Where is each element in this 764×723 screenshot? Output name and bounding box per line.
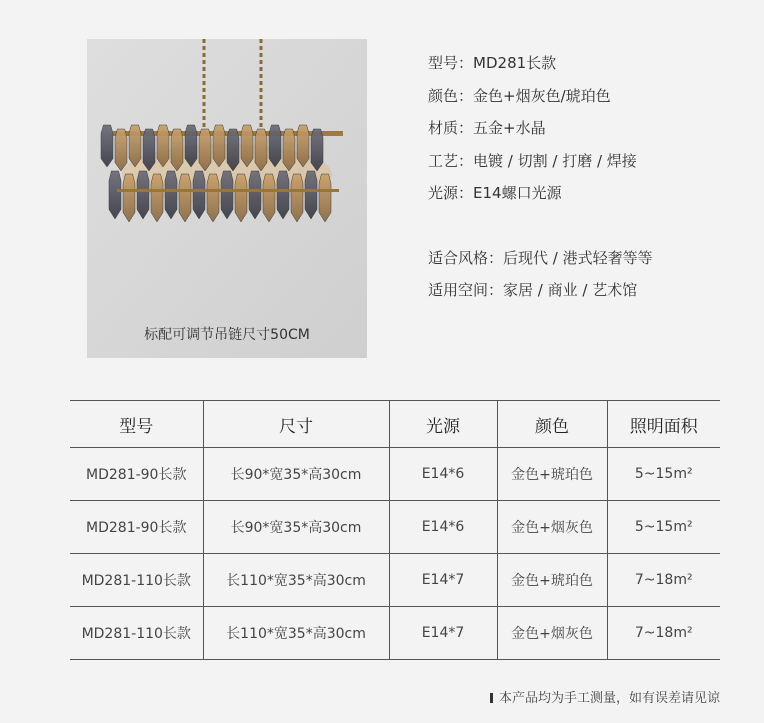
crystal-upper [185,125,197,167]
crystal-upper [227,129,239,171]
measurement-note [490,687,720,706]
cell-color: 金色+烟灰色 [497,607,607,660]
crystal-upper [143,129,155,171]
table-row [70,448,720,501]
crystal-lower [277,171,289,219]
crystal-upper [171,129,183,171]
crystal-lower [207,174,219,222]
crystal-upper [213,125,225,167]
crystal-upper [269,125,281,167]
table-row [70,607,720,660]
crystal-upper [241,125,253,167]
crystal-lower [291,174,303,222]
crystal-upper [129,125,141,167]
crystal-upper [283,129,295,171]
cell-color: 金色+琥珀色 [497,554,607,607]
cell-size: 长90*宽35*高30cm [203,448,389,501]
cell-size: 长90*宽35*高30cm [203,501,389,554]
spec-list [428,52,653,312]
spec-color: 颜色：金色+烟灰色/琥珀色 [428,86,611,105]
crystal-upper [297,125,309,167]
spec-space: 适用空间：家居 / 商业 / 艺术馆 [428,281,638,299]
spec-light-source: 光源：E14螺口光源 [428,184,562,202]
crystal-upper [199,129,211,171]
cell-area: 7~18m² [607,554,720,607]
cell-size: 长110*宽35*高30cm [203,607,389,660]
crystal-lower [235,174,247,222]
cell-model: MD281-90长款 [70,501,203,554]
header-light: 光源 [389,401,497,448]
cell-model: MD281-110长款 [70,554,203,607]
crystal-lower [137,171,149,219]
crystal-lower [151,174,163,222]
header-model: 型号 [70,401,203,448]
cell-area: 7~18m² [607,607,720,660]
size-table [70,400,720,660]
table-row [70,554,720,607]
cell-size: 长110*宽35*高30cm [203,554,389,607]
crystal-upper [101,125,113,167]
cell-model: MD281-90长款 [70,448,203,501]
cell-area: 5~15m² [607,448,720,501]
crystal-upper [115,129,127,171]
crystal-lower [221,171,233,219]
cell-model: MD281-110长款 [70,607,203,660]
crystal-upper [157,125,169,167]
chandelier-illustration [87,39,367,358]
crystal-lower [165,171,177,219]
crystal-upper [311,129,323,171]
crystal-lower [319,174,331,222]
spec-model: 型号：MD281长款 [428,54,557,72]
note-text: 本产品均为手工测量，如有误差请见谅 [498,691,720,706]
cell-color: 金色+琥珀色 [497,448,607,501]
crystal-upper [255,129,267,171]
spec-material: 材质：五金+水晶 [428,119,546,137]
crystal-lower [193,171,205,219]
crystal-lower [179,174,191,222]
cell-color: 金色+烟灰色 [497,501,607,554]
product-photo [87,39,367,358]
header-color: 颜色 [497,401,607,448]
crystal-lower [263,174,275,222]
table-row [70,501,720,554]
cell-light: E14*7 [389,607,497,660]
crystal-lower [123,174,135,222]
cell-light: E14*6 [389,501,497,554]
crystal-lower [249,171,261,219]
note-marker-icon [490,693,493,703]
cell-area: 5~15m² [607,501,720,554]
table-header-row [70,401,720,448]
crystal-lower [109,171,121,219]
header-size: 尺寸 [203,401,389,448]
spec-style: 适合风格：后现代 / 港式轻奢等等 [428,248,653,267]
cell-light: E14*7 [389,554,497,607]
crystal-lower [305,171,317,219]
cell-light: E14*6 [389,448,497,501]
spec-craft: 工艺：电镀 / 切割 / 打磨 / 焊接 [428,151,637,170]
photo-caption: 标配可调节吊链尺寸50CM [144,327,310,343]
header-area: 照明面积 [607,401,720,448]
